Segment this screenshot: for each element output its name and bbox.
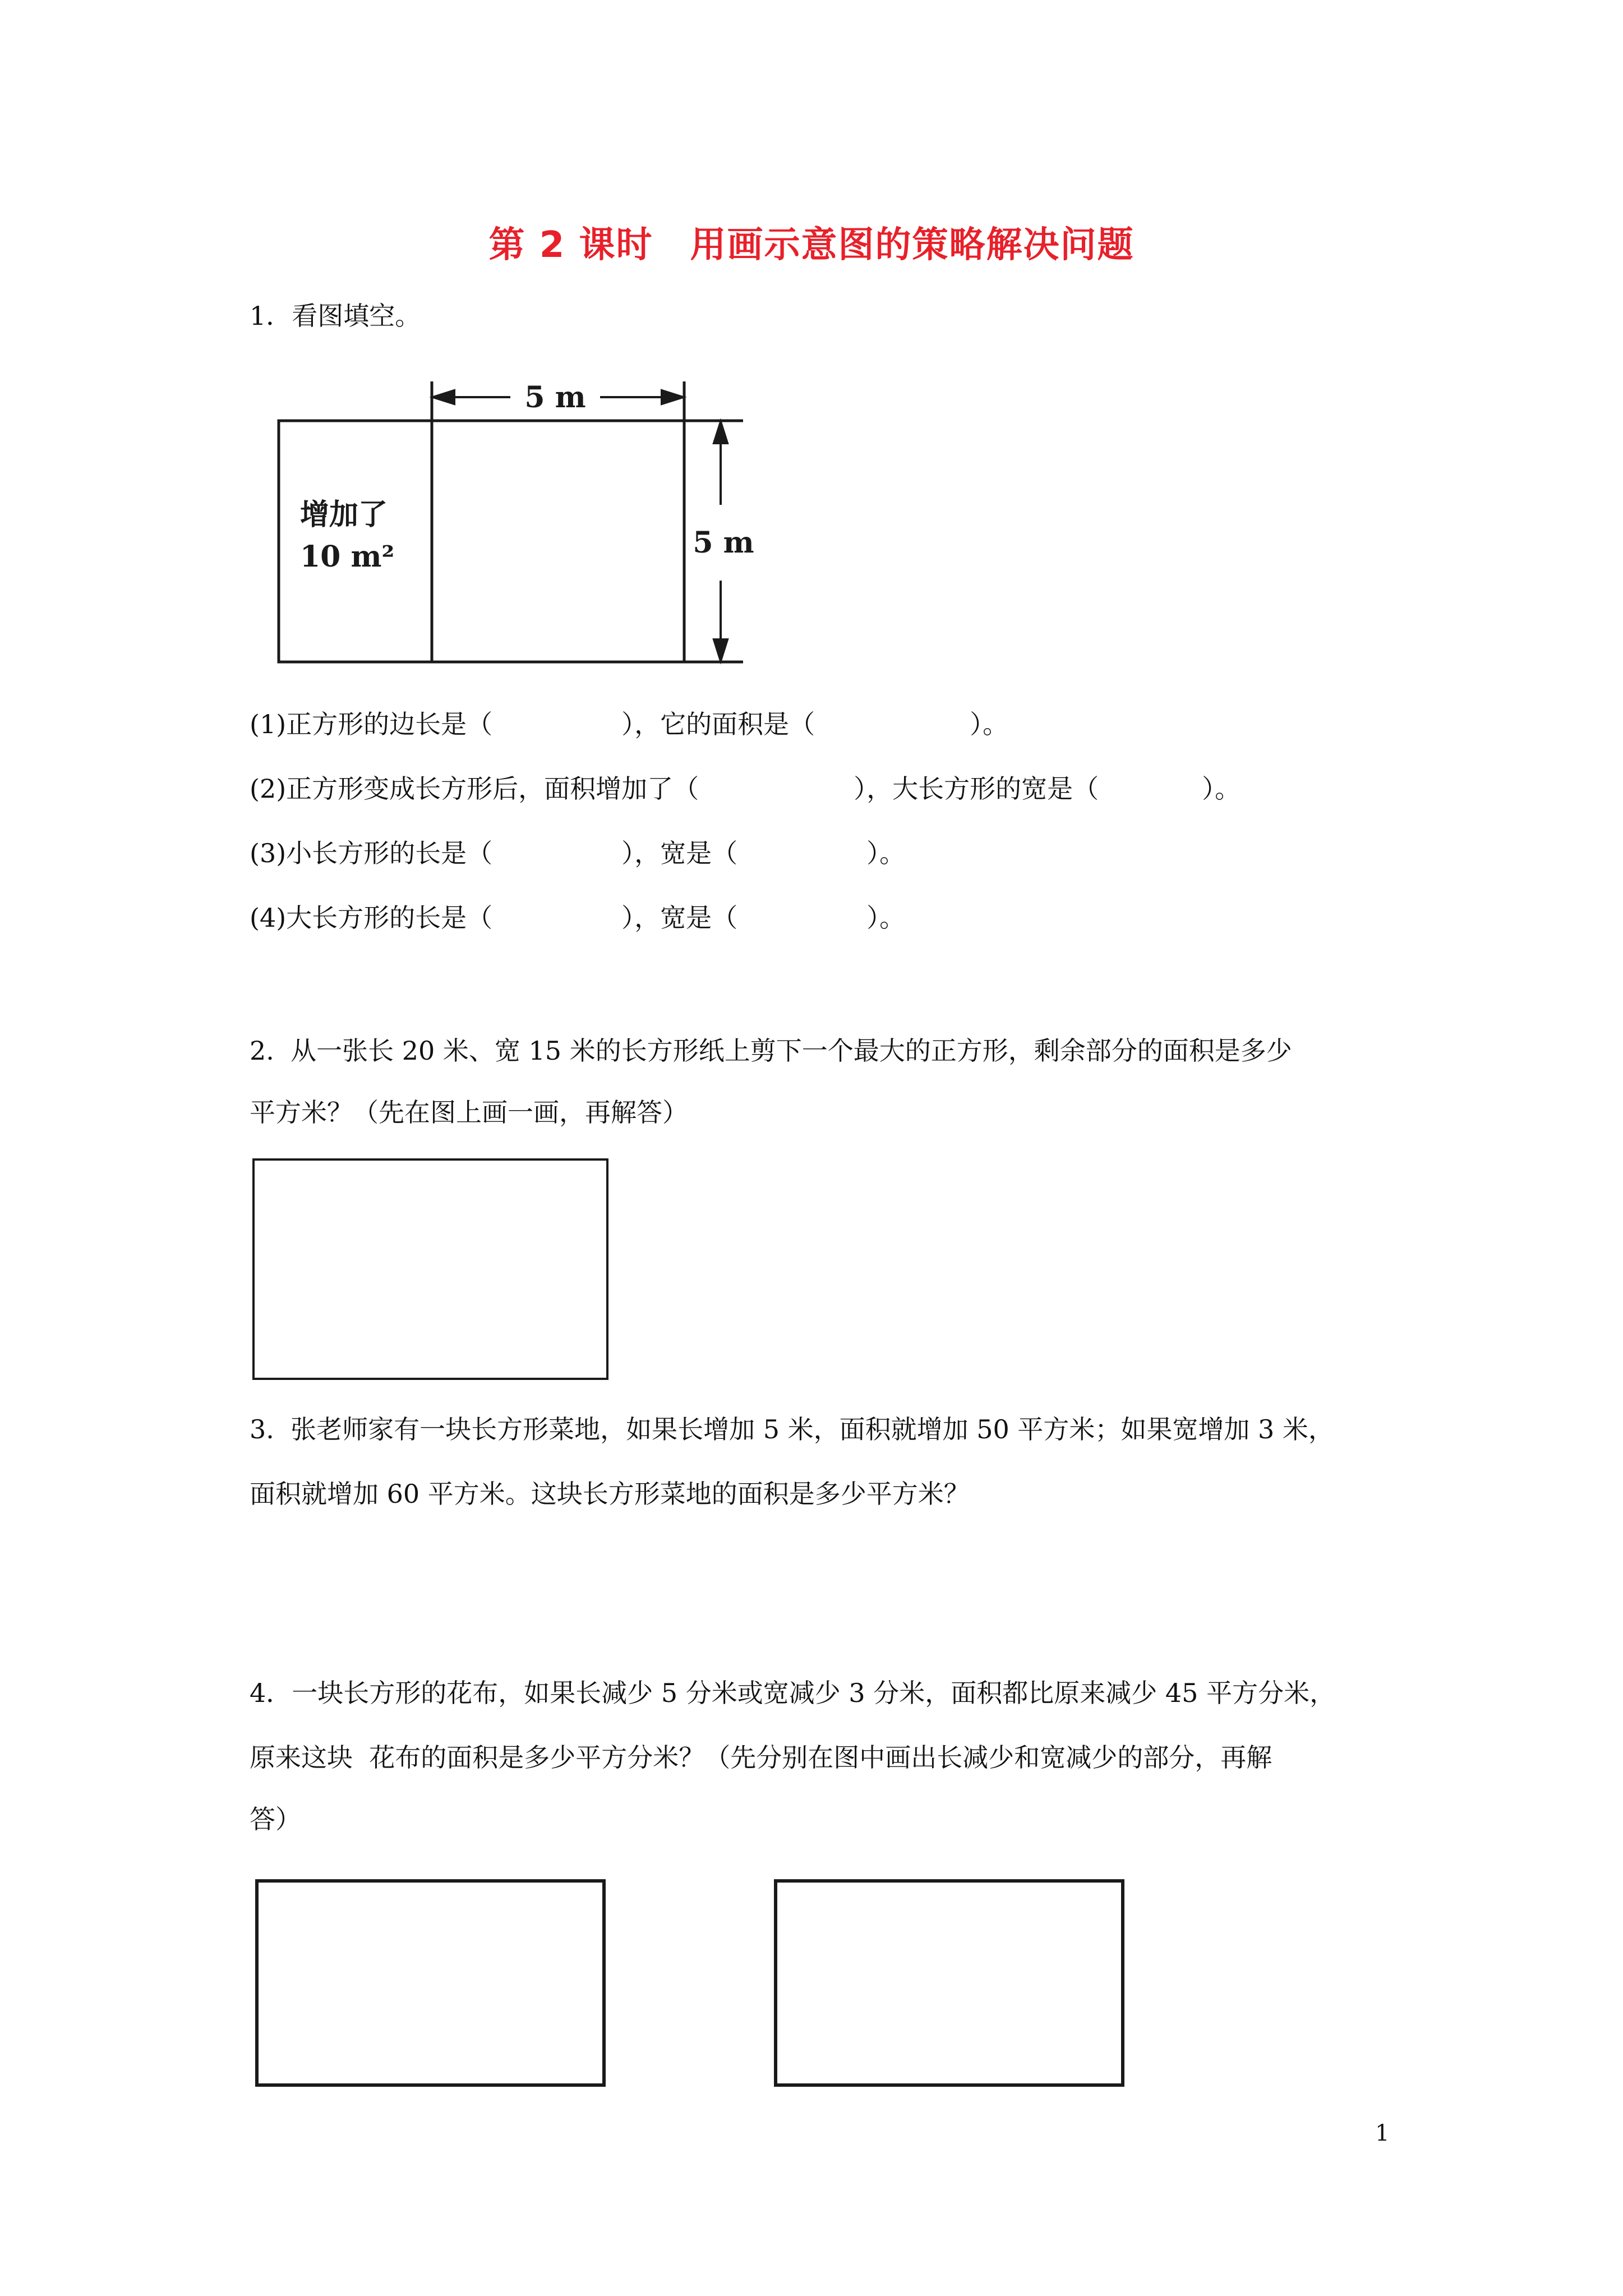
- side-arrow-top-head: [714, 422, 727, 443]
- q1-sub1: (1)正方形的边长是（ ），它的面积是（ ）。: [250, 709, 1009, 739]
- side-arrow-bottom-head: [714, 639, 727, 661]
- q4-line3: 答）: [250, 1804, 301, 1834]
- q1-sub3: (3)小长方形的长是（ ），宽是（ ）。: [250, 838, 906, 868]
- top-length-label: 5 m: [524, 380, 586, 415]
- q3-line2: 面积就增加 60 平方米。这块长方形菜地的面积是多少平方米？: [250, 1479, 970, 1509]
- added-area-label-line1: 增加了: [300, 498, 388, 532]
- q1-sub2: (2)正方形变成长方形后，面积增加了（ ），大长方形的宽是（ ）。: [250, 774, 1241, 804]
- q4-line1: 4．一块长方形的花布，如果长减少 5 分米或宽减少 3 分米，面积都比原来减少 45 平方分米，: [250, 1678, 1336, 1708]
- q2-drawing-rectangle: [252, 1158, 608, 1380]
- top-arrow-right-head: [662, 390, 683, 404]
- q1-prompt: 1．看图填空。: [250, 301, 421, 331]
- q2-line2: 平方米？（先在图上画一画，再解答）: [250, 1097, 688, 1128]
- q4-line2: 原来这块 花布的面积是多少平方分米？（先分别在图中画出长减少和宽减少的部分，再解: [250, 1742, 1272, 1773]
- page-number: 1: [1375, 2120, 1390, 2146]
- q4-drawing-rectangle-left: [255, 1879, 606, 2087]
- q4-drawing-rectangle-right: [774, 1879, 1124, 2087]
- q1-sub4: (4)大长方形的长是（ ），宽是（ ）。: [250, 903, 906, 933]
- page-title: 第 2 课时 用画示意图的策略解决问题: [488, 224, 1135, 266]
- added-area-label-line2: 10 m²: [300, 540, 395, 574]
- q1-figure: [269, 370, 774, 684]
- top-arrow-left-head: [433, 390, 454, 404]
- side-length-label: 5 m: [693, 526, 754, 560]
- q2-line1: 2. 从一张长 20 米、宽 15 米的长方形纸上剪下一个最大的正方形，剩余部分的面积是多少: [250, 1036, 1292, 1066]
- q3-line1: 3. 张老师家有一块长方形菜地，如果长增加 5 米，面积就增加 50 平方米；如果宽增加 3 米，: [250, 1414, 1334, 1444]
